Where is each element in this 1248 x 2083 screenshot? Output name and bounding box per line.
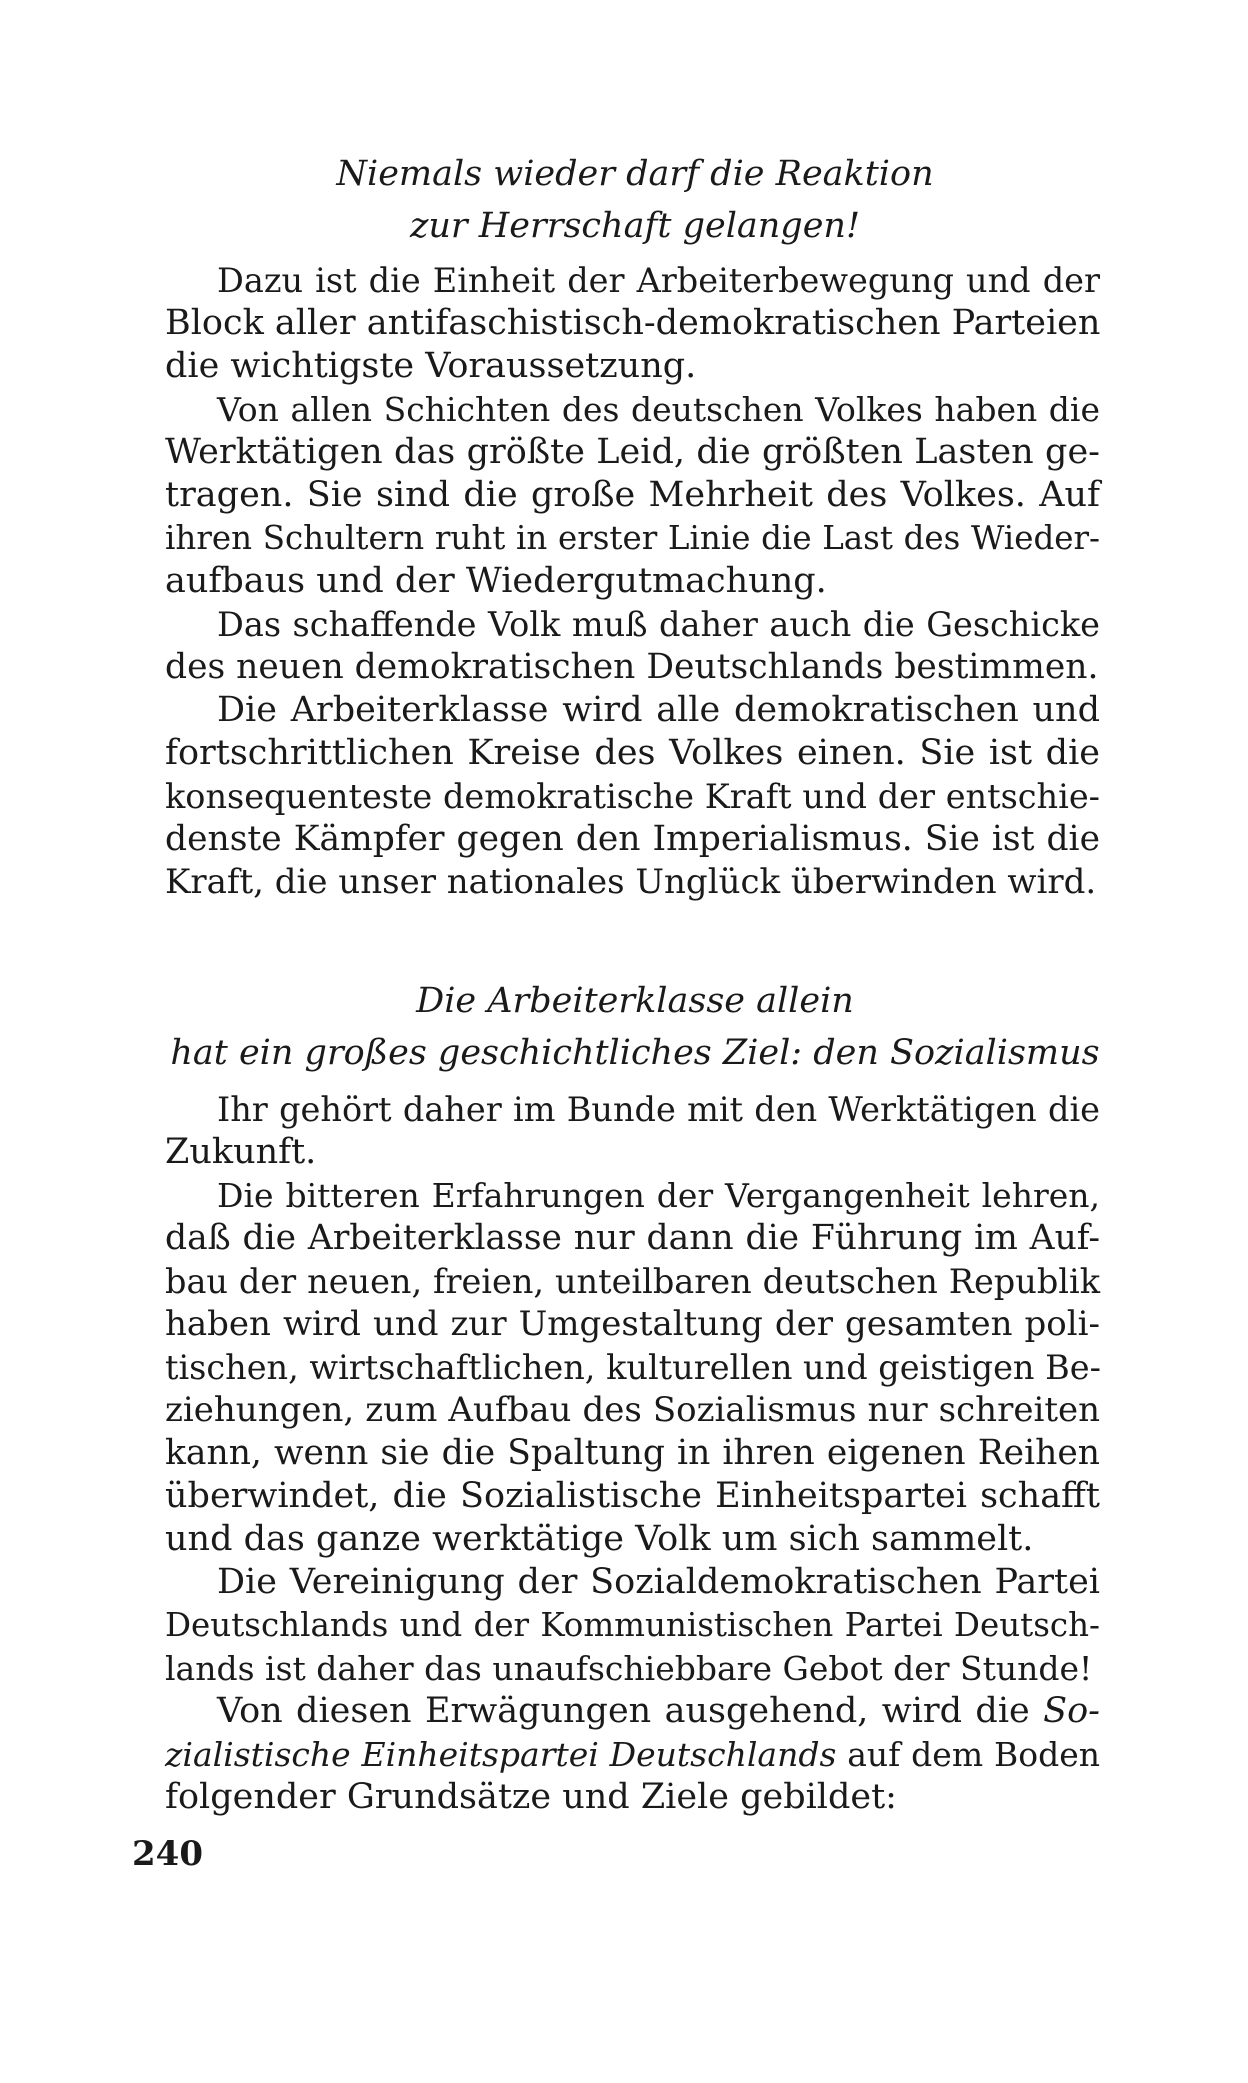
text-line xyxy=(165,1088,1100,1131)
text-line xyxy=(165,603,1100,646)
line-text: fortschrittlichen Kreise des Volkes einen. Sie ist die xyxy=(165,733,1100,773)
line-text: tischen, wirtschaftlichen, kulturellen und geistigen Be- xyxy=(165,1348,1101,1387)
line-text: ziehungen, zum Aufbau des Sozialismus nur schreiten xyxy=(165,1390,1100,1430)
line-text: Deutschlands und der Kommunistischen Partei Deutsch- xyxy=(165,1606,1100,1644)
line-text: denste Kämpfer gegen den Imperialismus. Sie ist die xyxy=(165,819,1100,859)
text-line xyxy=(165,1604,1100,1647)
line-text: tragen. Sie sind die große Mehrheit des Volkes. Auf xyxy=(165,475,1100,515)
heading-working-class xyxy=(170,975,1100,1079)
text-line xyxy=(165,388,1100,431)
text-line xyxy=(165,1475,1100,1518)
line-text: folgender Grundsätze und Ziele gebildet: xyxy=(165,1777,897,1817)
line-text: Werktätigen das größte Leid, die größten Lasten ge- xyxy=(165,432,1100,472)
heading-reaction xyxy=(170,148,1100,252)
line-text: Ihr gehört daher im Bunde mit den Werktätigen die xyxy=(217,1090,1100,1129)
line-text: Das schaffende Volk muß daher auch die Geschicke xyxy=(217,605,1100,644)
text-line xyxy=(165,474,1100,517)
text-line xyxy=(165,1303,1100,1346)
heading-line: zur Herrschaft gelangen! xyxy=(409,206,861,246)
text-line xyxy=(165,1389,1100,1432)
heading-line: Die Arbeiterklasse allein xyxy=(416,981,854,1021)
line-text: aufbaus und der Wiedergutmachung. xyxy=(165,561,827,601)
section-unity-text xyxy=(165,259,1100,904)
text-line xyxy=(165,689,1100,732)
line-text: daß die Arbeiterklasse nur dann die Führung im Auf- xyxy=(165,1218,1100,1258)
text-line xyxy=(165,345,1100,388)
text-line xyxy=(165,646,1100,689)
text-line xyxy=(165,1647,1100,1690)
text-line xyxy=(165,732,1100,775)
text-line xyxy=(165,1518,1100,1561)
text-line xyxy=(165,1776,1100,1819)
text-line xyxy=(165,1131,1100,1174)
heading-line: hat ein großes geschichtliches Ziel: den Sozialismus xyxy=(170,1033,1100,1073)
heading-line: Niemals wieder darf die Reaktion xyxy=(336,154,934,194)
line-text: Block aller antifaschistisch-demokratischen Parteien xyxy=(165,303,1101,343)
line-text: kann, wenn sie die Spaltung in ihren eigenen Reihen xyxy=(165,1433,1100,1473)
text-line xyxy=(165,1217,1100,1260)
line-text: Dazu ist die Einheit der Arbeiterbewegung und der xyxy=(217,261,1100,300)
section-socialism-text xyxy=(165,1088,1100,1819)
line-text: Von diesen Erwägungen ausgehend, wird die xyxy=(217,1691,1044,1731)
text-line xyxy=(165,1561,1100,1604)
page-number: 240 xyxy=(132,1834,203,1874)
line-text: die wichtigste Voraussetzung. xyxy=(165,346,697,386)
text-line xyxy=(165,1690,1100,1733)
text-line xyxy=(165,1260,1100,1303)
line-text: Von allen Schichten des deutschen Volkes haben die xyxy=(217,390,1100,429)
line-text: und das ganze werktätige Volk um sich sammelt. xyxy=(165,1519,1034,1559)
line-text: Kraft, die unser nationales Unglück überwinden wird. xyxy=(165,862,1097,902)
text-line xyxy=(165,517,1100,560)
text-line xyxy=(165,1733,1100,1776)
text-line xyxy=(165,431,1100,474)
italic-phrase: So- xyxy=(1043,1691,1100,1731)
line-text: Die bitteren Erfahrungen der Vergangenheit lehren, xyxy=(217,1176,1100,1215)
text-line xyxy=(165,861,1100,904)
text-line xyxy=(165,1174,1100,1217)
line-text: konsequenteste demokratische Kraft und der entschie- xyxy=(165,777,1100,816)
text-line xyxy=(165,1346,1100,1389)
text-line xyxy=(165,560,1100,603)
line-text: Die Vereinigung der Sozialdemokratischen Partei xyxy=(217,1562,1100,1602)
text-line xyxy=(165,1432,1100,1475)
line-text: Zukunft. xyxy=(165,1132,317,1172)
line-text: auf dem Boden xyxy=(836,1735,1100,1774)
text-line xyxy=(165,302,1100,345)
line-text: überwindet, die Sozialistische Einheitspartei schafft xyxy=(165,1476,1100,1516)
text-line xyxy=(165,775,1100,818)
italic-phrase: zialistische Einheitspartei Deutschlands xyxy=(165,1735,837,1774)
line-text: des neuen demokratischen Deutschlands bestimmen. xyxy=(165,647,1099,687)
line-text: bau der neuen, freien, unteilbaren deutschen Republik xyxy=(165,1262,1100,1301)
line-text: Die Arbeiterklasse wird alle demokratischen und xyxy=(217,690,1100,730)
line-text: haben wird und zur Umgestaltung der gesamten poli- xyxy=(165,1304,1100,1344)
line-text: ihren Schultern ruht in erster Linie die Last des Wieder- xyxy=(165,519,1100,557)
line-text: lands ist daher das unaufschiebbare Gebot der Stunde! xyxy=(165,1649,1093,1688)
text-line xyxy=(165,259,1100,302)
text-line xyxy=(165,818,1100,861)
